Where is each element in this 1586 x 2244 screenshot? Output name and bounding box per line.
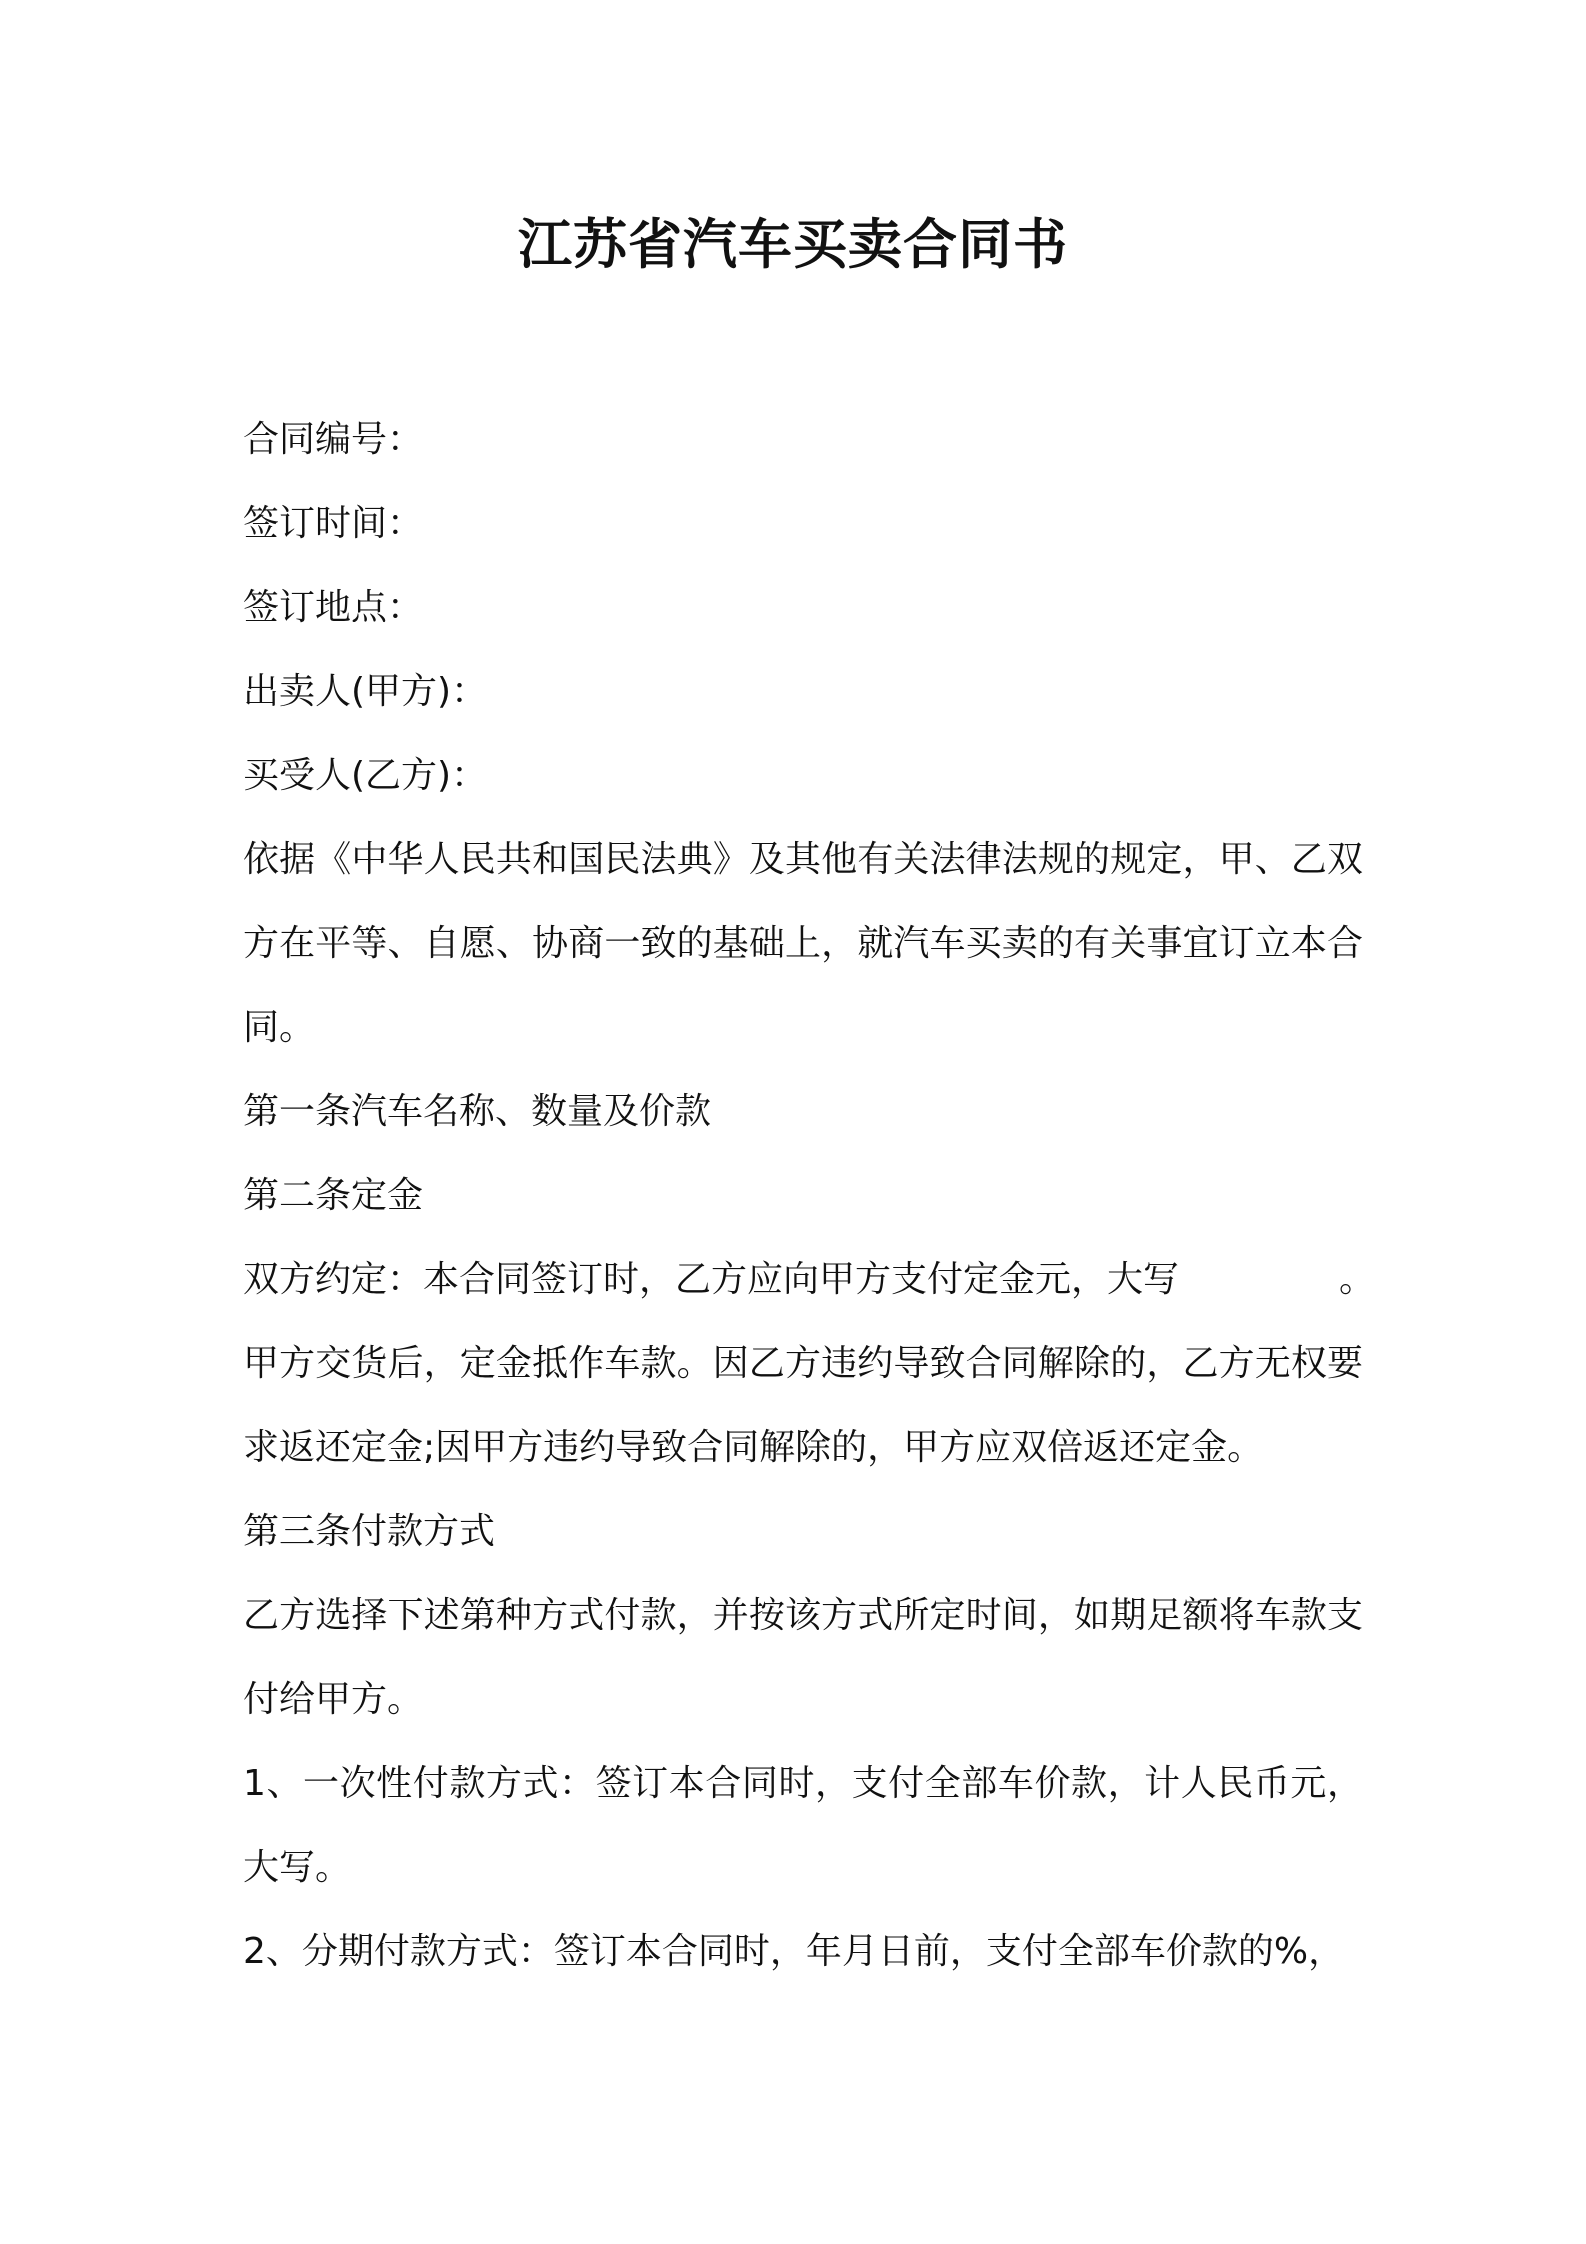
payment-intro-paragraph: 乙方选择下述第种方式付款，并按该方式所定时间，如期足额将车款支付给甲方。 — [243, 1595, 1363, 1720]
document-body — [243, 398, 1376, 1994]
article-2-title: 第二条定金 — [243, 1175, 424, 1216]
document-title: 江苏省汽车买卖合同书 — [518, 213, 1068, 276]
intro-paragraph: 依据《中华人民共和国民法典》及其他有关法律法规的规定，甲、乙双方在平等、自愿、协商一致的基础上，就汽车买卖的有关事宜订立本合同。 — [243, 839, 1363, 1048]
payment-option-1: 1、一次性付款方式：签订本合同时，支付全部车价款，计人民币元，大写。 — [243, 1763, 1363, 1888]
article-1-title: 第一条汽车名称、数量及价款 — [243, 1091, 712, 1132]
deposit-agreement-line — [243, 1238, 1376, 1322]
deposit-rule-paragraph: 甲方交货后，定金抵作车款。因乙方违约导致合同解除的，乙方无权要求返还定金;因甲方违约导致合同解除的，甲方应双倍返还定金。 — [243, 1343, 1363, 1468]
deposit-agreement-end: 。 — [1339, 1259, 1376, 1300]
buyer-field: 买受人(乙方)： — [243, 755, 488, 796]
payment-option-2: 2、分期付款方式：签订本合同时，年月日前，支付全部车价款的%， — [243, 1931, 1345, 1972]
signing-place-field: 签订地点： — [243, 587, 424, 628]
signing-time-field: 签订时间： — [243, 503, 424, 544]
seller-field: 出卖人(甲方)： — [243, 671, 488, 712]
contract-number-field: 合同编号： — [243, 419, 424, 460]
article-3-title: 第三条付款方式 — [243, 1511, 496, 1552]
deposit-agreement-text: 双方约定：本合同签订时，乙方应向甲方支付定金元，大写 — [243, 1259, 1180, 1300]
